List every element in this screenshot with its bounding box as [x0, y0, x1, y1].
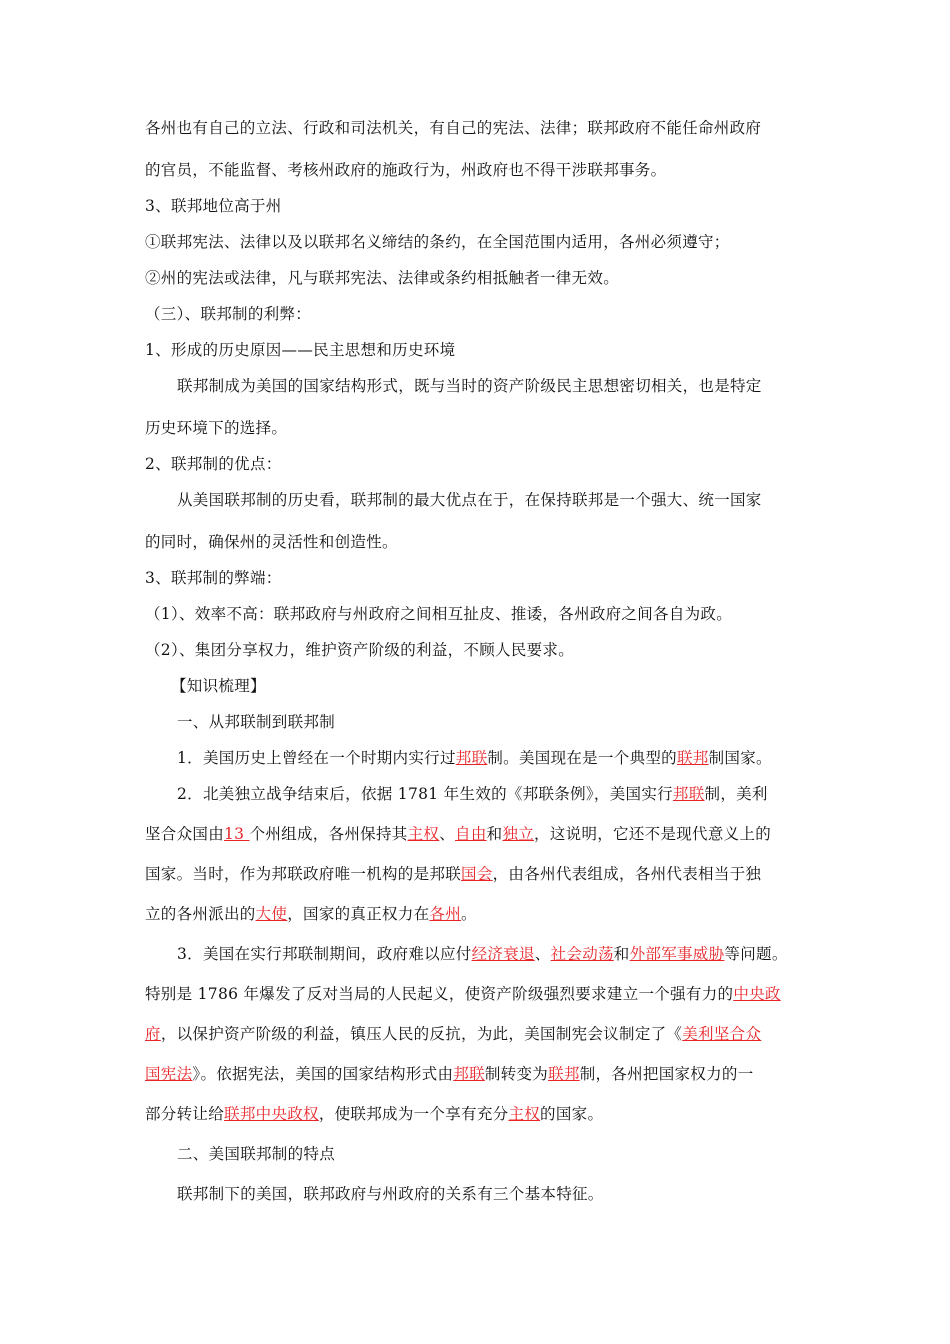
- text-line: 1．美国历史上曾经在一个时期内实行过邦联制。美国现在是一个典型的联邦制国家。: [177, 749, 772, 767]
- text-line: 部分转让给联邦中央政权，使联邦成为一个享有充分主权的国家。: [145, 1105, 604, 1123]
- text-line: 从美国联邦制的历史看，联邦制的最大优点在于，在保持联邦是一个强大、统一国家: [177, 491, 762, 509]
- answer-text: 联邦: [676, 749, 709, 767]
- text-line: ②州的宪法或法律，凡与联邦宪法、法律或条约相抵触者一律无效。: [145, 269, 620, 287]
- text-line: 联邦制下的美国，联邦政府与州政府的关系有三个基本特征。: [177, 1185, 604, 1203]
- text-line: （1）、效率不高：联邦政府与州政府之间相互扯皮、推诿，各州政府之间各自为政。: [145, 605, 733, 623]
- section-heading: 二、美国联邦制的特点: [177, 1145, 336, 1163]
- answer-text: 社会动荡: [550, 945, 614, 963]
- section-heading: 1、形成的历史原因——民主思想和历史环境: [145, 341, 456, 359]
- answer-text: 自由: [455, 825, 487, 843]
- answer-text: 国会: [461, 865, 493, 883]
- text-line: 坚合众国由13 个州组成，各州保持其主权、自由和独立，这说明，它还不是现代意义上的: [145, 825, 772, 843]
- text-line: 的同时，确保州的灵活性和创造性。: [145, 533, 398, 551]
- text-line: 2．北美独立战争结束后，依据 1781 年生效的《邦联条例》，美国实行邦联制，美利: [177, 785, 768, 803]
- answer-text: 国宪法: [145, 1065, 193, 1083]
- text-line: 联邦制成为美国的国家结构形式，既与当时的资产阶级民主思想密切相关，也是特定: [177, 377, 762, 395]
- answer-text: 独立: [502, 825, 535, 843]
- answer-text: 美利坚合众: [682, 1025, 762, 1043]
- answer-text: 中央政: [733, 985, 781, 1003]
- section-heading: （三）、联邦制的利弊：: [145, 305, 312, 323]
- knowledge-heading: 【知识梳理】: [171, 677, 266, 695]
- text-line: 立的各州派出的大使，国家的真正权力在各州。: [145, 905, 477, 923]
- text-line: 国家。当时，作为邦联政府唯一机构的是邦联国会，由各州代表组成，各州代表相当于独: [145, 865, 762, 883]
- answer-text: 各州: [429, 905, 462, 923]
- section-heading: 3、联邦地位高于州: [145, 197, 282, 215]
- text-line: 国宪法》。依据宪法，美国的国家结构形式由邦联制转变为联邦制，各州把国家权力的一: [145, 1065, 754, 1083]
- text-line: 3．美国在实行邦联制期间，政府难以应付经济衰退、社会动荡和外部军事威胁等问题。: [177, 945, 788, 963]
- text-line: 特别是 1786 年爆发了反对当局的人民起义，使资产阶级强烈要求建立一个强有力的中央政: [145, 985, 781, 1003]
- answer-text: 大使: [255, 905, 288, 923]
- section-heading: 一、从邦联制到联邦制: [177, 713, 336, 731]
- text-line: ①联邦宪法、法律以及以联邦名义缔结的条约，在全国范围内适用，各州必须遵守；: [145, 233, 730, 251]
- answer-text: 经济衰退: [471, 945, 535, 963]
- section-heading: 2、联邦制的优点：: [145, 455, 282, 473]
- answer-text: 邦联: [453, 1065, 485, 1083]
- text-line: 历史环境下的选择。: [145, 419, 288, 437]
- document-body: [145, 118, 825, 1204]
- answer-text: 府: [145, 1025, 161, 1043]
- section-heading: 3、联邦制的弊端：: [145, 569, 282, 587]
- answer-text: 邦联: [455, 749, 488, 767]
- text-line: （2）、集团分享权力，维护资产阶级的利益，不顾人民要求。: [145, 641, 575, 659]
- answer-text: 主权: [508, 1105, 541, 1123]
- answer-text: 主权: [407, 825, 440, 843]
- text-line: 各州也有自己的立法、行政和司法机关，有自己的宪法、法律；联邦政府不能任命州政府: [145, 119, 762, 137]
- answer-text: 13: [224, 825, 250, 843]
- answer-text: 联邦: [548, 1065, 580, 1083]
- answer-text: 邦联: [672, 785, 705, 803]
- text-line: 府，以保护资产阶级的利益，镇压人民的反抗，为此，美国制宪会议制定了《美利坚合众: [145, 1025, 762, 1043]
- answer-text: 联邦中央政权: [224, 1105, 319, 1123]
- answer-text: 外部军事威胁: [629, 945, 725, 963]
- text-line: 的官员，不能监督、考核州政府的施政行为，州政府也不得干涉联邦事务。: [145, 161, 667, 179]
